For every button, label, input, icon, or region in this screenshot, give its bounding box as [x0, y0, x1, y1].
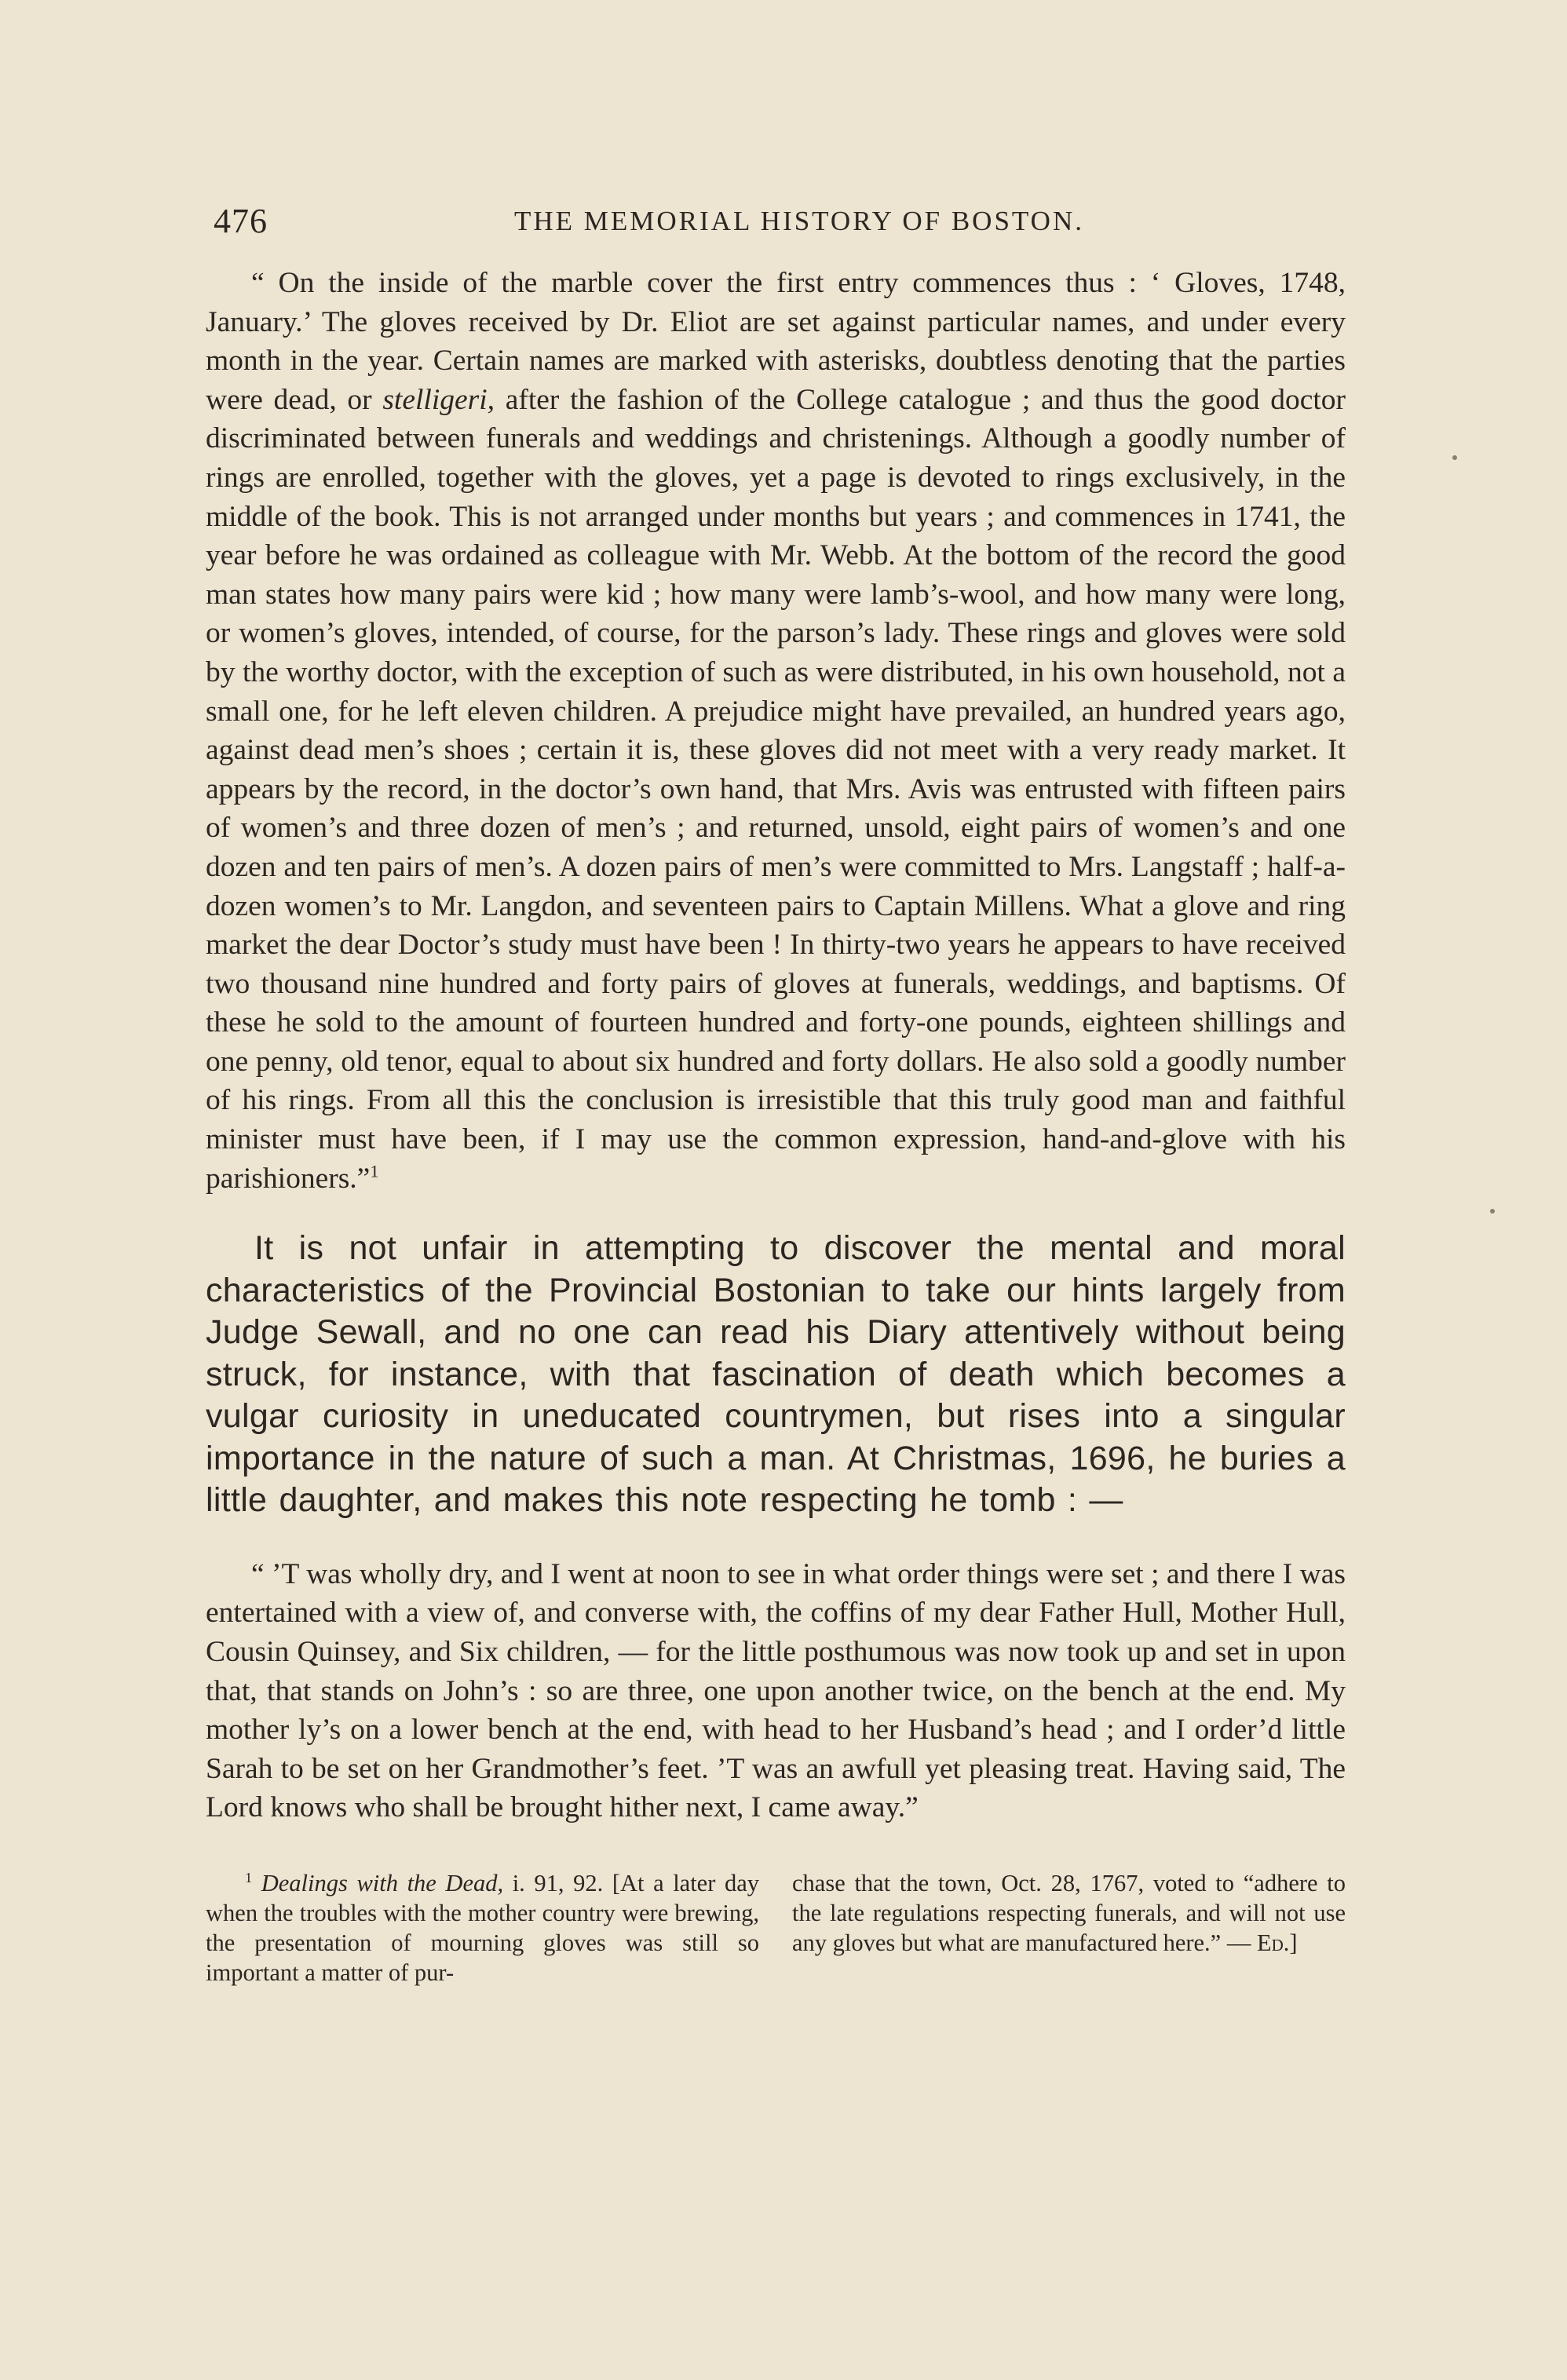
- quote-text-end: after the fashion of the College catalogue ; and thus the good doctor discriminated between funerals and weddings and christenings. Although a goodly number of rings are enrolled, together with the gloves, yet a page is devoted to rings exclusively, in the middle of the book. This is not arranged under months but years ; and commences in 1741, the year before he was ordained as colleague with Mr. Webb. At the bottom of the record the good man states how many pairs were kid ; how many were lamb’s-wool, and how many were long, or women’s gloves, intended, of course, for the parson’s lady. These rings and gloves were sold by the worthy doctor, with the exception of such as were distributed, in his own household, not a small one, for he left eleven children. A prejudice might have prevailed, an hundred years ago, against dead men’s shoes ; certain it is, these gloves did not meet with a very ready market. It appears by the record, in the doctor’s own hand, that Mrs. Avis was entrusted with fifteen pairs of women’s and three dozen of men’s ; and returned, unsold, eight pairs of women’s and one dozen and ten pairs of men’s. A dozen pairs of men’s were committed to Mrs. Langstaff ; half-a-dozen women’s to Mr. Langdon, and seventeen pairs to Captain Millens. What a glove and ring market the dear Doctor’s study must have been ! In thirty-two years he appears to have received two thousand nine hundred and forty pairs of gloves at funerals, weddings, and baptisms. Of these he sold to the amount of fourteen hundred and forty-one pounds, eighteen shillings and one penny, old tenor, equal to about six hundred and forty dollars. He also sold a goodly number of his rings. From all this the conclusion is irresistible that this truly good man and faithful minister must have been, if I may use the common expression, hand-and-glove with his parishioners.”: [206, 383, 1346, 1195]
- book-page: [206, 196, 1346, 1988]
- running-head: [206, 196, 1346, 243]
- paper-speck: [1452, 455, 1457, 460]
- footnote-column-left: [206, 1868, 759, 1988]
- quote-text-start: “ On the inside of the marble cover the first entry commences thus : ‘ Gloves, 1748, January.’ The gloves received by Dr. Eliot are set against particular names, and under every month in the year. Certain names are marked with asterisks, doubtless denoting that the parties were dead, or: [206, 267, 1346, 416]
- page-number: 476: [214, 202, 268, 240]
- running-title: THE MEMORIAL HISTORY OF BOSTON.: [514, 206, 1084, 236]
- footnote-text-left: i. 91, 92. [At a later day when the troubles with the mother country were brewing, the presentation of mourning gloves was still so important a matter of pur-: [206, 1869, 760, 1986]
- paper-speck: [1490, 1209, 1495, 1214]
- italic-term: stelligeri,: [382, 383, 495, 416]
- footnote-marker: 1: [245, 1869, 253, 1885]
- footnote-column-right: [792, 1868, 1346, 1988]
- footnote-source-title: Dealings with the Dead,: [261, 1869, 504, 1896]
- footnotes: [206, 1868, 1346, 1988]
- body-text: It is not unfair in attempting to discover the mental and moral characteristics of the Provincial Bostonian to take our hints largely from Judge Sewall, and no one can read his Diary attentively without being struck, for instance, with that fascination of death which becomes a vulgar curiosity in uneducated countrymen, but rises into a singular importance in the nature of such a man. At Christmas, 1696, he buries a little daughter, and makes this note respecting he tomb : —: [206, 1229, 1346, 1520]
- footnote-text-right: chase that the town, Oct. 28, 1767, voted to “adhere to the late regulations respecting funerals, and will not use any gloves but what are manufactured here.” —: [792, 1869, 1346, 1956]
- quote2-text: “ ’T was wholly dry, and I went at noon to see in what order things were set ; and there I was entertained with a view of, and converse with, the coffins of my dear Father Hull, Mother Hull, Cousin Quinsey, and Six children, — for the little posthumous was now took up and set in upon that, that stands on John’s : so are three, one upon another twice, on the bench at the end. My mother ly’s on a lower bench at the end, with head to her Husband’s head ; and I order’d little Sarah to be set on her Grandmother’s feet. ’T was an awfull yet pleasing treat. Having said, The Lord knows who shall be brought hither next, I came away.”: [206, 1557, 1346, 1824]
- body-paragraph: [206, 1228, 1346, 1522]
- quote-paragraph: [206, 264, 1346, 1198]
- eliot-gloves-quotation: [206, 264, 1346, 1198]
- footnote-reference: 1: [370, 1161, 379, 1181]
- sewall-diary-quotation: [206, 1555, 1346, 1827]
- editor-mark: Ed.]: [1256, 1929, 1298, 1956]
